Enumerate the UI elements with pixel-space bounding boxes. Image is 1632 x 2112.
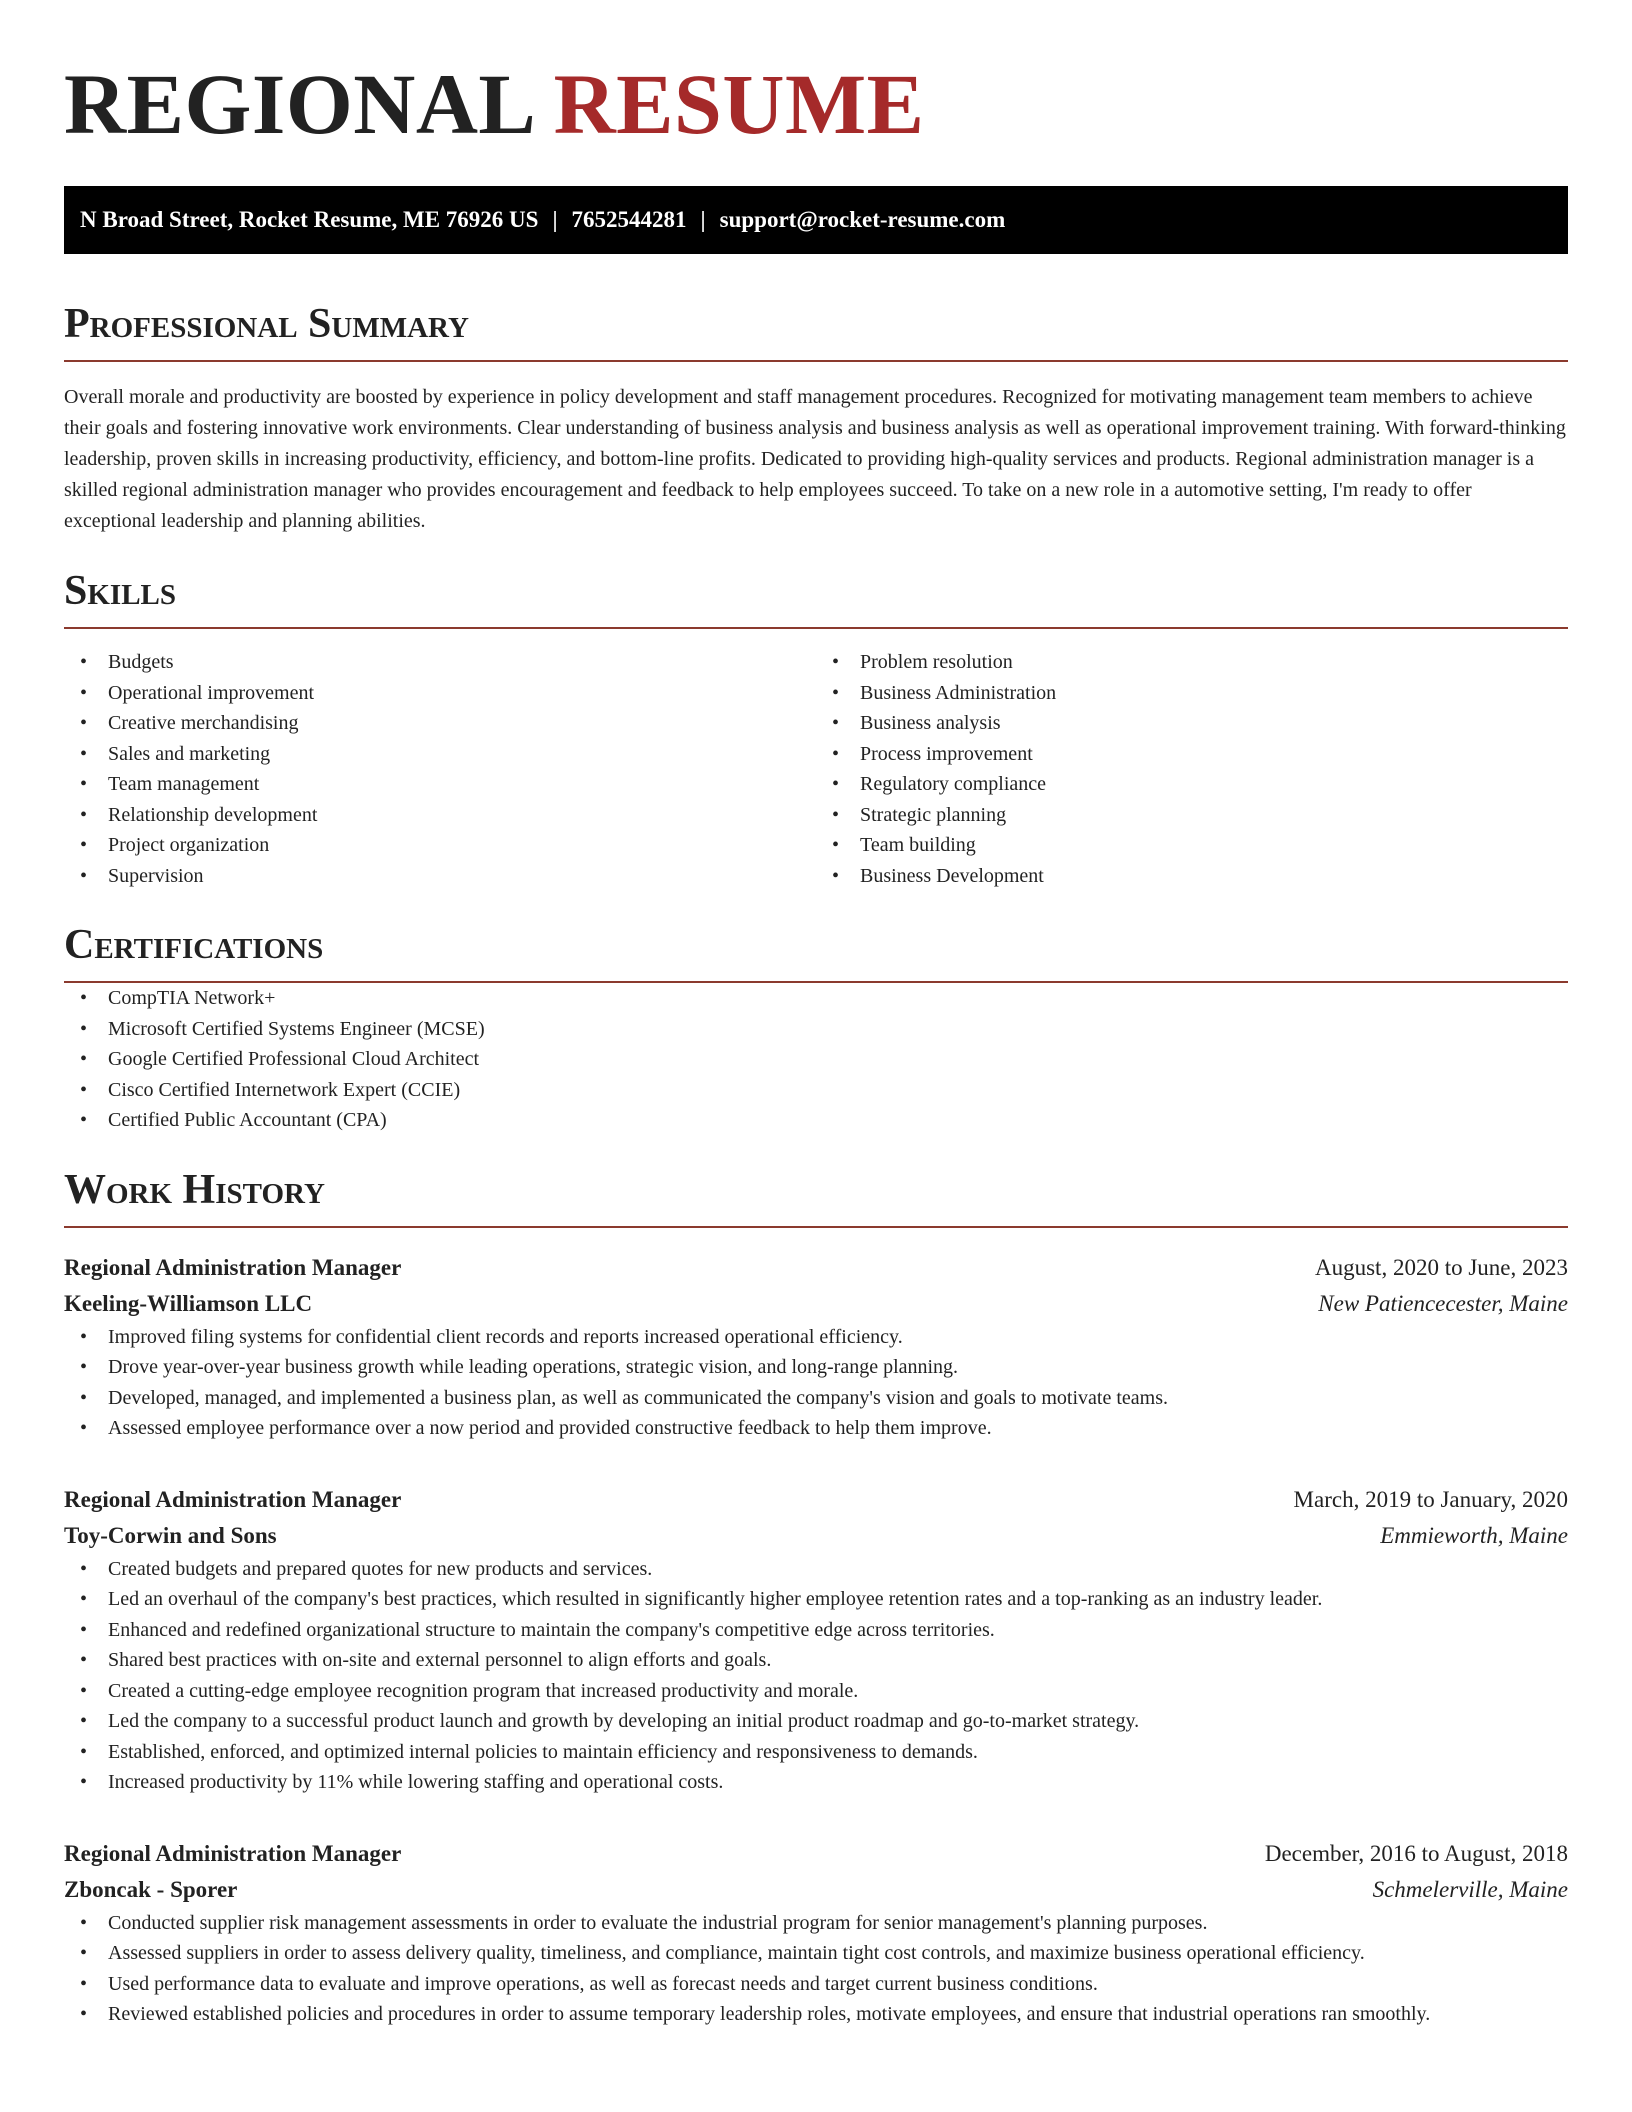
contact-bar — [64, 186, 1568, 254]
job-bullet: • Reviewed established policies and procedures in order to assume temporary leadership roles, motivate employees, and ensure that industrial operations ran smoothly. — [64, 1999, 1568, 2030]
job-company-row — [64, 1518, 1568, 1554]
certifications-list — [64, 983, 1568, 1136]
skills-grid — [64, 647, 1568, 891]
summary-heading: Professional Summary — [64, 301, 469, 347]
contact-separator: | — [700, 207, 706, 232]
certifications-section — [64, 919, 1568, 1136]
section-divider — [64, 627, 1568, 629]
skill-item: • Business analysis — [816, 708, 1568, 739]
skill-item: • Budgets — [64, 647, 816, 678]
job-location: New Patiencecester, Maine — [1318, 1290, 1568, 1316]
skill-item: • Regulatory compliance — [816, 769, 1568, 800]
skill-item: • Business Development — [816, 861, 1568, 892]
certifications-heading: Certifications — [64, 922, 324, 968]
job-header-row — [64, 1482, 1568, 1518]
job-company: Toy-Corwin and Sons — [64, 1522, 277, 1548]
job-bullet: • Assessed suppliers in order to assess delivery quality, timeliness, and compliance, maintain tight cost controls, and maximize business operational efficiency. — [64, 1938, 1568, 1969]
job-bullet: • Improved filing systems for confidential client records and reports increased operational efficiency. — [64, 1322, 1568, 1353]
summary-section — [64, 298, 1568, 537]
skills-section — [64, 565, 1568, 891]
job-bullets — [64, 1322, 1568, 1444]
job-bullet: • Established, enforced, and optimized internal policies to maintain efficiency and responsiveness to demands. — [64, 1737, 1568, 1768]
skill-item: • Strategic planning — [816, 800, 1568, 831]
skill-item: • Problem resolution — [816, 647, 1568, 678]
skill-item: • Process improvement — [816, 739, 1568, 770]
job-company-row — [64, 1286, 1568, 1322]
skill-item: • Sales and marketing — [64, 739, 816, 770]
skills-heading: Skills — [64, 568, 177, 614]
job-bullet: • Developed, managed, and implemented a business plan, as well as communicated the company's vision and goals to motivate teams. — [64, 1383, 1568, 1414]
job-entry — [64, 1482, 1568, 1798]
job-title: Regional Administration Manager — [64, 1486, 402, 1512]
skill-item: • Supervision — [64, 861, 816, 892]
section-divider — [64, 360, 1568, 362]
certification-item: • Cisco Certified Internetwork Expert (CCIE) — [64, 1075, 1568, 1106]
skills-list-left — [64, 647, 816, 891]
job-bullet: • Created budgets and prepared quotes for new products and services. — [64, 1554, 1568, 1585]
job-location: Schmelerville, Maine — [1372, 1876, 1568, 1902]
job-bullet: • Increased productivity by 11% while lowering staffing and operational costs. — [64, 1767, 1568, 1798]
job-dates: December, 2016 to August, 2018 — [1264, 1840, 1568, 1866]
job-dates: August, 2020 to June, 2023 — [1315, 1254, 1568, 1280]
skill-item: • Operational improvement — [64, 678, 816, 709]
job-header-row — [64, 1250, 1568, 1286]
skills-list-right — [816, 647, 1568, 891]
skill-item: • Creative merchandising — [64, 708, 816, 739]
certification-item: • CompTIA Network+ — [64, 983, 1568, 1014]
contact-phone: 7652544281 — [571, 207, 687, 232]
job-bullets — [64, 1554, 1568, 1798]
job-bullets — [64, 1908, 1568, 2030]
contact-separator: | — [552, 207, 558, 232]
skill-item: • Team management — [64, 769, 816, 800]
job-dates: March, 2019 to January, 2020 — [1293, 1486, 1568, 1512]
skill-item: • Project organization — [64, 830, 816, 861]
job-bullet: • Drove year-over-year business growth while leading operations, strategic vision, and long-range planning. — [64, 1352, 1568, 1383]
contact-email: support@rocket-resume.com — [719, 207, 1006, 232]
job-location: Emmieworth, Maine — [1380, 1522, 1568, 1548]
work-history-section — [64, 1164, 1568, 2030]
job-bullet: • Led an overhaul of the company's best practices, which resulted in significantly higher employee retention rates and a top-ranking as an industry leader. — [64, 1584, 1568, 1615]
job-company: Keeling-Williamson LLC — [64, 1290, 313, 1316]
job-bullet: • Led the company to a successful product launch and growth by developing an initial product roadmap and go-to-market strategy. — [64, 1706, 1568, 1737]
job-bullet: • Assessed employee performance over a now period and provided constructive feedback to help them improve. — [64, 1413, 1568, 1444]
skill-item: • Business Administration — [816, 678, 1568, 709]
job-company-row — [64, 1872, 1568, 1908]
work-history-heading: Work History — [64, 1166, 325, 1213]
certification-item: • Microsoft Certified Systems Engineer (MCSE) — [64, 1014, 1568, 1045]
skill-item: • Relationship development — [64, 800, 816, 831]
certification-item: • Certified Public Accountant (CPA) — [64, 1105, 1568, 1136]
summary-text: Overall morale and productivity are boosted by experience in policy development and staff management procedures. Recognized for motivating management team members to achieve their goals and fostering innovative work environments. Clear understanding of business analysis and business analysis as well as operational improvement training. With forward-thinking leadership, proven skills in increasing productivity, efficiency, and bottom-line profits. Dedicated to providing high-quality services and products. Regional administration manager is a skilled regional administration manager who provides encouragement and feedback to help employees succeed. To take on a new role in a automotive setting, I'm ready to offer exceptional leadership and planning abilities. — [64, 386, 1566, 532]
job-bullet: • Enhanced and redefined organizational structure to maintain the company's competitive edge across territories. — [64, 1615, 1568, 1646]
job-bullet: • Conducted supplier risk management assessments in order to evaluate the industrial program for senior management's planning purposes. — [64, 1908, 1568, 1939]
job-bullet: • Used performance data to evaluate and improve operations, as well as forecast needs and target current business conditions. — [64, 1969, 1568, 2000]
job-header-row — [64, 1836, 1568, 1872]
section-divider — [64, 1226, 1568, 1228]
resume-name — [64, 54, 1568, 154]
certification-item: • Google Certified Professional Cloud Architect — [64, 1044, 1568, 1075]
skill-item: • Team building — [816, 830, 1568, 861]
job-company: Zboncak - Sporer — [64, 1876, 238, 1902]
job-title: Regional Administration Manager — [64, 1254, 402, 1280]
name-first: REGIONAL — [64, 56, 532, 152]
job-entry — [64, 1250, 1568, 1444]
job-entry — [64, 1836, 1568, 2030]
name-last: RESUME — [553, 56, 925, 152]
job-bullet: • Shared best practices with on-site and external personnel to align efforts and goals. — [64, 1645, 1568, 1676]
contact-address: N Broad Street, Rocket Resume, ME 76926 US — [80, 207, 539, 232]
job-bullet: • Created a cutting-edge employee recognition program that increased productivity and morale. — [64, 1676, 1568, 1707]
job-title: Regional Administration Manager — [64, 1840, 402, 1866]
